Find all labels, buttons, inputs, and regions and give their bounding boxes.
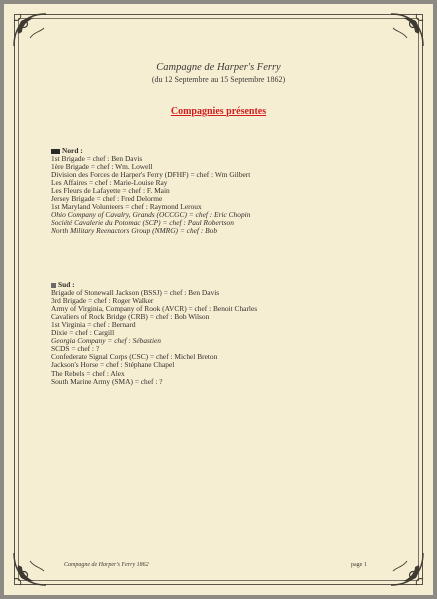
corner-ornament-icon <box>387 549 427 589</box>
north-heading: Nord : <box>51 147 391 155</box>
north-flag-icon <box>51 149 60 154</box>
south-companies-list <box>51 281 391 386</box>
list-item: Ohio Company of Cavalry, Grands (OCCGC) = chef : Eric Chopin <box>51 211 251 220</box>
list-item: 1ère Brigade = chef : Wm. Lowell <box>51 163 153 172</box>
list-item: Cavaliers of Rock Bridge (CRB) = chef : Bob Wilson <box>51 313 210 322</box>
list-item: Division des Forces de Harper's Ferry (DFHF) = chef : Wm Gilbert <box>51 171 251 180</box>
list-item: Société Cavalerie du Potomac (SCP) = chef : Paul Robertson <box>51 219 234 228</box>
list-item: 1st Maryland Volunteers = chef : Raymond Leroux <box>51 203 202 212</box>
list-item: Georgia Company = chef : Sébastien <box>51 337 162 346</box>
list-item: 1st Brigade = chef : Ben Davis <box>51 155 143 164</box>
footer-title: Campagne de Harper's Ferry 1862 <box>64 562 149 568</box>
document-page <box>4 4 433 595</box>
south-heading: Sud : <box>51 281 391 289</box>
document-subtitle: (du 12 Septembre au 15 Septembre 1862) <box>151 75 286 84</box>
list-item: Army of Virginia, Company of Rook (AVCR) = chef : Benoit Charles <box>51 305 258 314</box>
list-item: South Marine Army (SMA) = chef : ? <box>51 377 163 386</box>
list-item: Dixie = chef : Cargill <box>51 329 115 338</box>
list-item: Jackson's Horse = chef : Stéphane Chapel <box>51 361 175 370</box>
list-item: The Rebels = chef : Alex <box>51 369 125 378</box>
list-item: Brigade of Stonewall Jackson (BSSJ) = chef : Ben Davis <box>51 289 220 298</box>
list-item: 3rd Brigade = chef : Roger Walker <box>51 297 154 306</box>
list-item: Les Affaires = chef : Marie-Louise Ray <box>51 179 168 188</box>
list-item: SCDS = chef : ? <box>51 345 100 354</box>
list-item: 1st Virginia = chef : Bernard <box>51 321 136 330</box>
corner-ornament-icon <box>10 10 50 50</box>
corner-ornament-icon <box>387 10 427 50</box>
corner-ornament-icon <box>10 549 50 589</box>
list-item: Confederate Signal Corps (CSC) = chef : Michel Breton <box>51 353 218 362</box>
page-number: page 1 <box>351 562 367 568</box>
south-flag-icon <box>51 283 56 288</box>
document-title: Campagne de Harper's Ferry <box>156 62 281 73</box>
list-item: North Military Reenactors Group (NMRG) = chef : Bob <box>51 227 218 236</box>
list-item: Jersey Brigade = chef : Fred Delorme <box>51 195 163 204</box>
section-heading: Compagnies présentes <box>170 106 267 117</box>
north-companies-list <box>51 147 391 236</box>
list-item: Les Fleurs de Lafayette = chef : F. Main <box>51 187 170 196</box>
